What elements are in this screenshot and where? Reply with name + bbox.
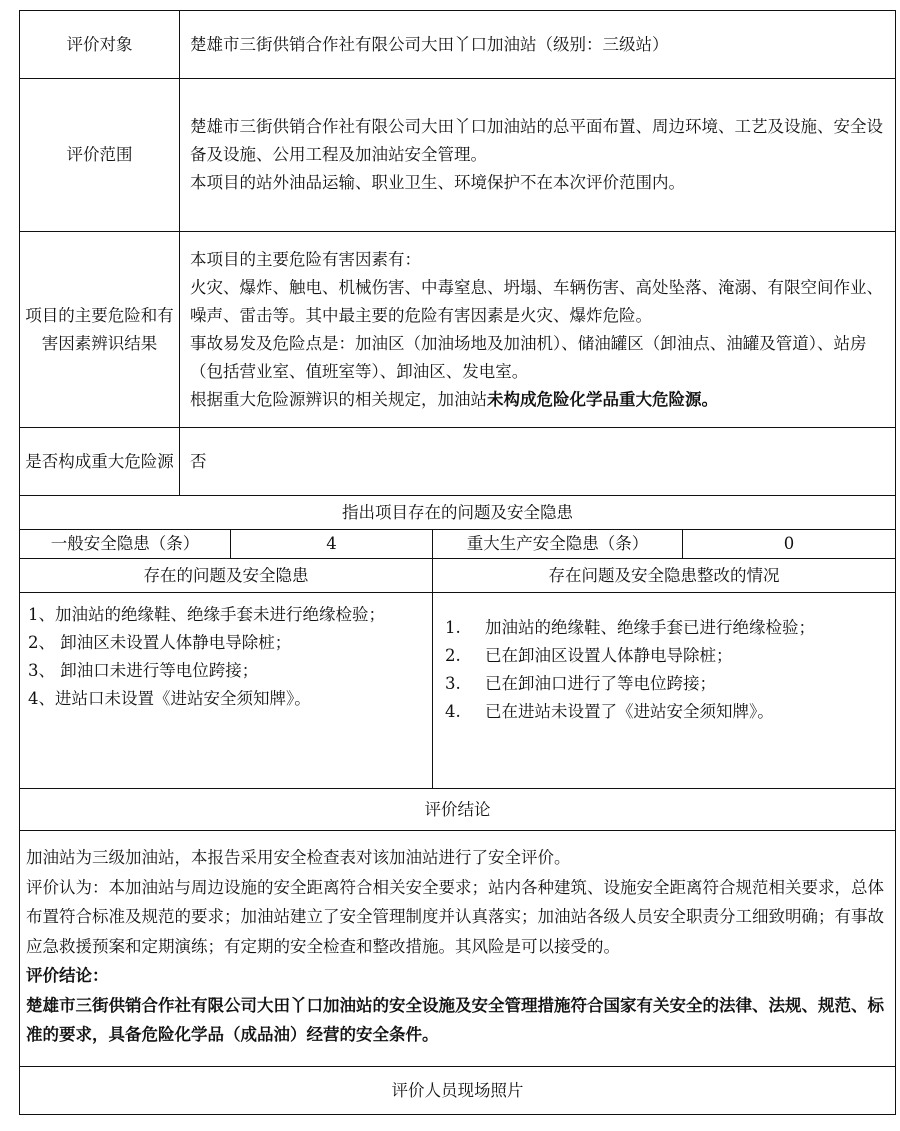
rectification-item xyxy=(445,614,883,642)
rectification-text: 已在进站未设置了《进站安全须知牌》。 xyxy=(485,701,774,721)
row-hazard-counts xyxy=(20,530,896,559)
issues-left-header: 存在的问题及安全隐患 xyxy=(20,559,433,593)
problems-header: 指出项目存在的问题及安全隐患 xyxy=(20,496,896,530)
row-conclusion-header xyxy=(20,789,896,831)
issue-item: 3、 卸油口未进行等电位跨接； xyxy=(28,661,259,680)
hazard-line xyxy=(190,386,885,414)
issues-right-header: 存在问题及安全隐患整改的情况 xyxy=(433,559,896,593)
issue-item: 4、进站口未设置《进站安全须知牌》。 xyxy=(28,689,311,708)
hazard-identification-label: 项目的主要危险和有害因素辨识结果 xyxy=(20,232,180,428)
conclusion-paragraph: 加油站为三级加油站，本报告采用安全检查表对该加油站进行了安全评价。 xyxy=(26,848,571,868)
general-hazard-count-value: 4 xyxy=(231,530,433,559)
hazard-line: 火灾、爆炸、触电、机械伤害、中毒窒息、坍塌、车辆伤害、高处坠落、淹溺、有限空间作业、噪声、雷击等。其中最主要的危险有害因素是火灾、爆炸危险。 xyxy=(190,277,883,325)
major-hazard-count-label: 重大生产安全隐患（条） xyxy=(433,530,683,559)
general-hazard-count-label: 一般安全隐患（条） xyxy=(20,530,231,559)
rectification-number: 3. xyxy=(445,673,461,693)
conclusion-paragraph: 评价认为：本加油站与周边设施的安全距离符合相关安全要求；站内各种建筑、设施安全距离符合规范相关要求，总体布置符合标准及规范的要求；加油站建立了安全管理制度并认真落实；加油站各级人员安全职责分工细致明确；有事故应急救援预案和定期演练；有定期的安全检查和整改措施。其风险是可以接受的。 xyxy=(26,877,884,956)
hazard-identification-content xyxy=(180,232,896,428)
row-major-hazard-source xyxy=(20,428,896,496)
conclusion-bold-title: 评价结论： xyxy=(26,966,109,986)
rectification-item xyxy=(445,642,883,670)
row-issue-headers xyxy=(20,559,896,593)
rectification-number: 2. xyxy=(445,645,461,665)
row-conclusion-body xyxy=(20,831,896,1067)
rectification-text: 已在卸油口进行了等电位跨接； xyxy=(485,673,716,693)
hazard-last-line-bold: 未构成危险化学品重大危险源。 xyxy=(487,389,718,409)
issue-item: 2、 卸油区未设置人体静电导除桩； xyxy=(28,633,292,652)
rectification-item xyxy=(445,698,883,726)
major-hazard-source-label: 是否构成重大危险源 xyxy=(20,428,180,496)
hazard-line: 事故易发及危险点是：加油区（加油场地及加油机）、储油罐区（卸油点、油罐及管道）、站房（包括营业室、值班室等）、卸油区、发电室。 xyxy=(190,333,867,381)
hazard-line: 本项目的主要危险有害因素有： xyxy=(190,249,421,269)
rectification-text: 已在卸油区设置人体静电导除桩； xyxy=(485,645,733,665)
evaluation-object-label: 评价对象 xyxy=(20,11,180,79)
conclusion-bold-text: 楚雄市三街供销合作社有限公司大田丫口加油站的安全设施及安全管理措施符合国家有关安全的法律、法规、规范、标准的要求，具备危险化学品（成品油）经营的安全条件。 xyxy=(26,995,884,1045)
site-photos-header: 评价人员现场照片 xyxy=(20,1067,896,1115)
conclusion-body xyxy=(20,831,896,1067)
row-evaluation-object xyxy=(20,11,896,79)
major-hazard-count-value: 0 xyxy=(683,530,896,559)
scope-line: 楚雄市三街供销合作社有限公司大田丫口加油站的总平面布置、周边环境、工艺及设施、安全设备及设施、公用工程及加油站安全管理。 xyxy=(190,117,883,164)
evaluation-scope-content xyxy=(180,79,896,232)
major-hazard-source-value: 否 xyxy=(180,428,896,496)
row-issue-lists xyxy=(20,593,896,789)
issues-right-list xyxy=(433,593,896,789)
row-problems-header xyxy=(20,496,896,530)
rectification-list xyxy=(445,614,883,726)
issues-left-list xyxy=(20,593,433,789)
scope-line: 本项目的站外油品运输、职业卫生、环境保护不在本次评价范围内。 xyxy=(190,173,685,192)
rectification-number: 4. xyxy=(445,701,461,721)
rectification-number: 1. xyxy=(445,617,461,637)
conclusion-header: 评价结论 xyxy=(20,789,896,831)
evaluation-scope-label: 评价范围 xyxy=(20,79,180,232)
evaluation-object-value: 楚雄市三街供销合作社有限公司大田丫口加油站（级别：三级站） xyxy=(180,11,896,79)
hazard-last-line-prefix: 根据重大危险源辨识的相关规定，加油站 xyxy=(190,389,487,409)
evaluation-summary-table xyxy=(19,10,896,1115)
row-hazard-identification xyxy=(20,232,896,428)
issue-item: 1、加油站的绝缘鞋、绝缘手套未进行绝缘检验； xyxy=(28,605,385,624)
rectification-text: 加油站的绝缘鞋、绝缘手套已进行绝缘检验； xyxy=(485,617,815,637)
rectification-item xyxy=(445,670,883,698)
row-site-photos-header xyxy=(20,1067,896,1115)
row-evaluation-scope xyxy=(20,79,896,232)
